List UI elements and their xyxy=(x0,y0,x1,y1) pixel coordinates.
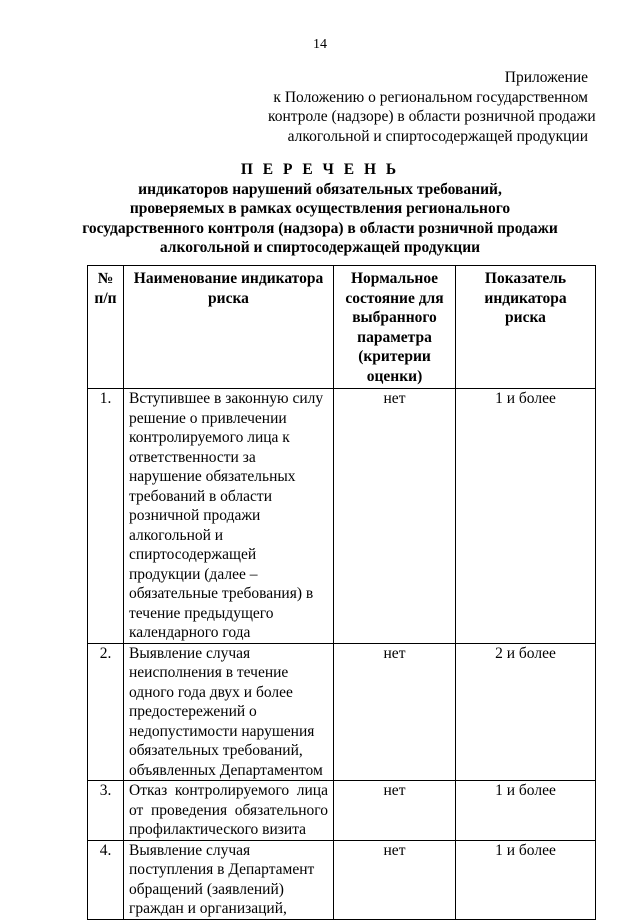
name-line: календарного года xyxy=(129,624,251,641)
header-line: риска xyxy=(208,289,249,307)
name-line: от проведения обязательного xyxy=(129,801,328,819)
risk-indicators-table xyxy=(87,265,596,920)
header-line: Показатель xyxy=(484,270,567,287)
header-line: п/п xyxy=(94,289,117,307)
row-normal-state: нет xyxy=(334,643,456,781)
row-normal-state: нет xyxy=(334,389,456,644)
table-row xyxy=(88,643,596,781)
title-heading: П Е Р Е Ч Е Н Ь xyxy=(240,161,400,178)
header-line: оценки) xyxy=(366,367,423,385)
appendix-line: Приложение xyxy=(504,69,588,86)
name-line: спиртосодержащей xyxy=(129,546,257,563)
appendix-block xyxy=(268,68,596,146)
name-line: предостережений о xyxy=(129,703,257,720)
row-normal-state: нет xyxy=(334,840,456,919)
header-line: (критерии xyxy=(358,348,431,365)
row-indicator-value: 1 и более xyxy=(456,389,596,644)
name-line: обязательные требования) в xyxy=(129,585,314,602)
name-line: неисполнения в течение xyxy=(129,664,289,681)
appendix-line: алкогольной и спиртосодержащей продукции xyxy=(287,127,588,145)
table-header-row xyxy=(88,266,596,389)
row-number: 3. xyxy=(88,781,124,841)
name-line: одного года двух и более xyxy=(129,683,293,701)
name-line: течение предыдущего xyxy=(129,604,274,622)
header-indicator xyxy=(456,266,596,389)
name-line: требований в области xyxy=(129,487,272,505)
header-line: выбранного xyxy=(352,309,437,326)
appendix-line: контроле (надзоре) в области розничной продажи xyxy=(268,108,596,125)
header-line: Наименование индикатора xyxy=(133,270,324,287)
name-line: граждан и организаций, xyxy=(129,900,287,917)
row-number: 4. xyxy=(88,840,124,919)
header-line: Нормальное xyxy=(351,270,438,287)
name-line: продукции (далее – xyxy=(129,565,258,583)
title-line: индикаторов нарушений обязательных требований, xyxy=(138,180,502,198)
table-row xyxy=(88,389,596,644)
document-title xyxy=(0,160,640,258)
header-line: индикатора xyxy=(484,289,567,307)
header-line: состояние для xyxy=(345,289,444,307)
name-line: Выявление случая xyxy=(129,644,251,662)
table-row xyxy=(88,781,596,841)
row-indicator-value: 1 и более xyxy=(456,781,596,841)
header-line: № xyxy=(97,270,114,287)
name-line: обязательных требований, xyxy=(129,742,303,759)
name-line: объявленных Департаментом xyxy=(129,761,323,779)
name-line: решение о привлечении xyxy=(129,409,287,427)
row-number: 2. xyxy=(88,643,124,781)
header-name xyxy=(124,266,334,389)
row-normal-state: нет xyxy=(334,781,456,841)
table-row xyxy=(88,840,596,919)
row-indicator-name xyxy=(124,840,334,919)
header-normal-state xyxy=(334,266,456,389)
name-line: нарушение обязательных xyxy=(129,468,296,485)
name-line: профилактического визита xyxy=(129,821,307,838)
name-line: розничной продажи xyxy=(129,507,261,524)
name-line: контролируемого лица к xyxy=(129,429,290,446)
row-number: 1. xyxy=(88,389,124,644)
title-line: государственного контроля (надзора) в области розничной продажи xyxy=(82,219,558,237)
row-indicator-value: 2 и более xyxy=(456,643,596,781)
row-indicator-name xyxy=(124,781,334,841)
row-indicator-name xyxy=(124,643,334,781)
header-number xyxy=(88,266,124,389)
row-indicator-name xyxy=(124,389,334,644)
name-line: Выявление случая xyxy=(129,841,251,859)
name-line: Вступившее в законную силу xyxy=(129,390,324,407)
header-line: параметра xyxy=(357,328,432,346)
title-line: алкогольной и спиртосодержащей продукции xyxy=(159,239,481,256)
name-line: недопустимости нарушения xyxy=(129,722,315,740)
name-line: поступления в Департамент xyxy=(129,861,315,878)
appendix-line: к Положению о региональном государственном xyxy=(273,88,588,106)
name-line: алкогольной и xyxy=(129,526,224,544)
name-line: Отказ контролируемого лица xyxy=(129,782,328,799)
page-number: 14 xyxy=(313,37,327,52)
row-indicator-value: 1 и более xyxy=(456,840,596,919)
title-line: проверяемых в рамках осуществления регионального xyxy=(129,200,511,217)
header-line: риска xyxy=(505,309,546,326)
name-line: обращений (заявлений) xyxy=(129,880,284,898)
name-line: ответственности за xyxy=(129,448,256,466)
